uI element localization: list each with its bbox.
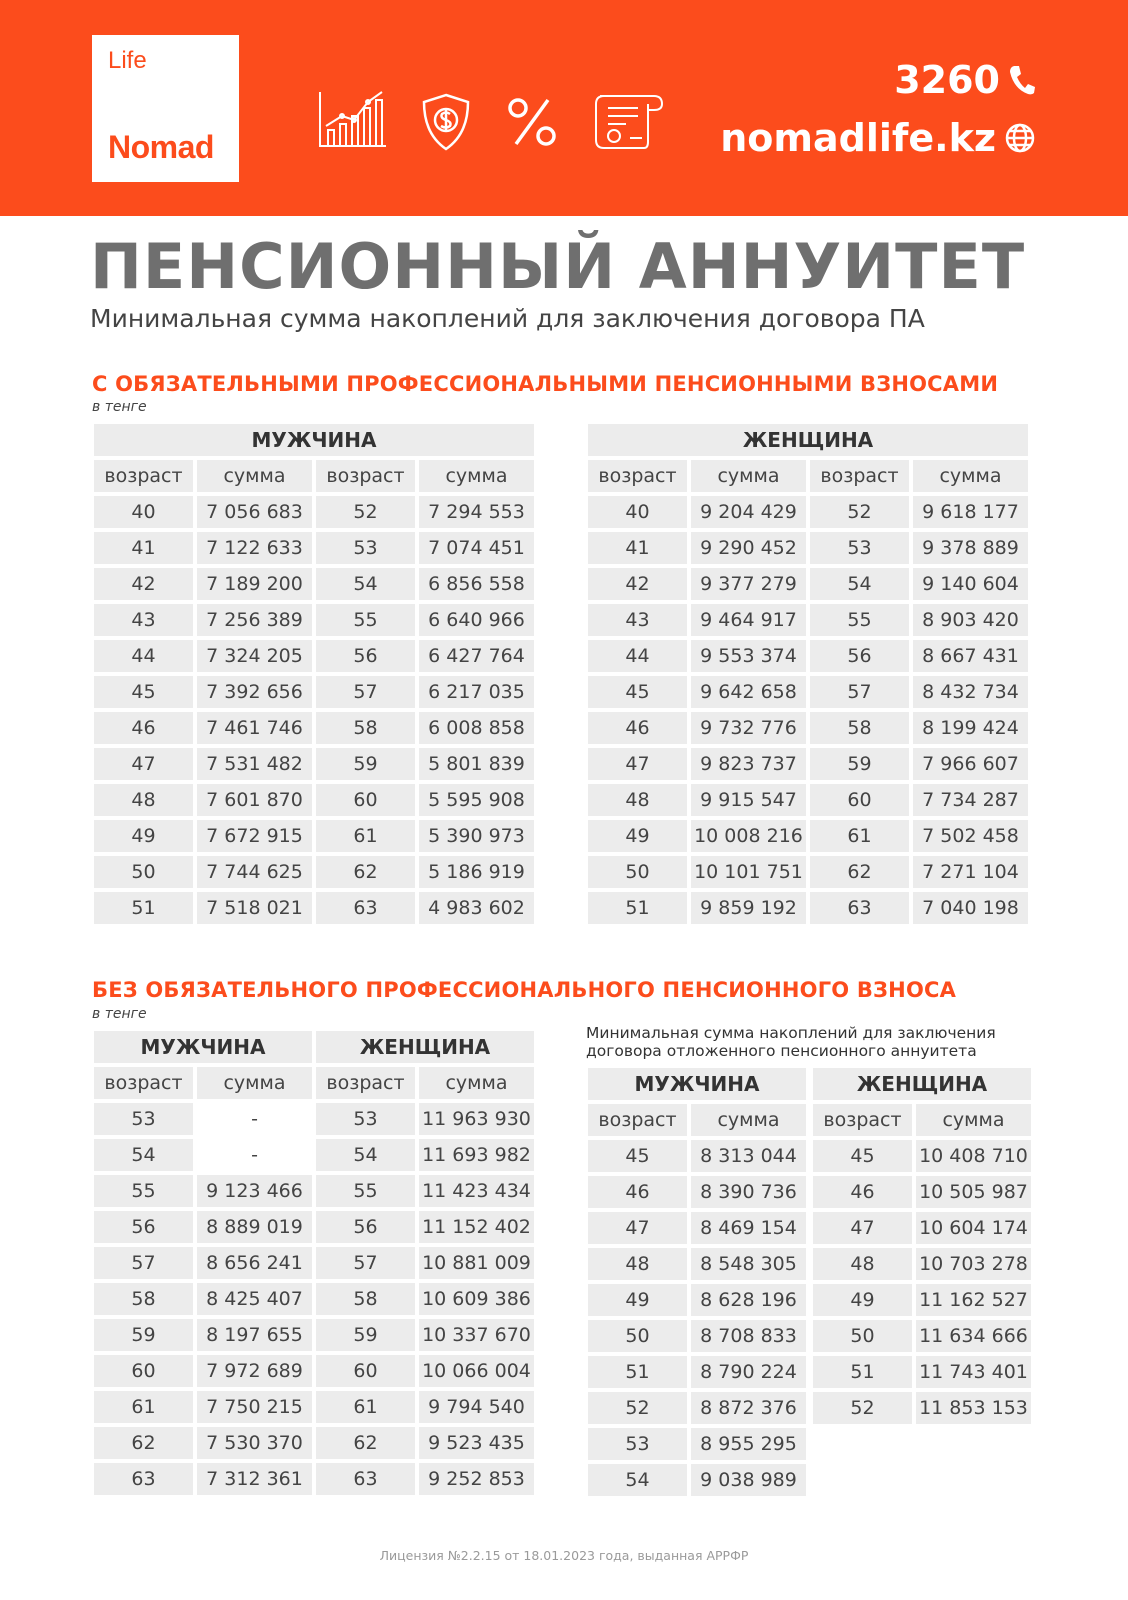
- age-cell: 59: [316, 748, 415, 780]
- age-cell: 63: [94, 1463, 193, 1495]
- sum-cell: 8 872 376: [691, 1392, 806, 1424]
- age-cell: 61: [94, 1391, 193, 1423]
- age-cell: 52: [810, 496, 909, 528]
- sum-cell: 11 634 666: [916, 1320, 1031, 1352]
- column-header: сумма: [197, 460, 312, 492]
- age-cell: 57: [316, 676, 415, 708]
- age-cell: 43: [94, 604, 193, 636]
- sum-cell: 4 983 602: [419, 892, 534, 924]
- age-cell: 50: [588, 1320, 687, 1352]
- sum-cell: -: [197, 1103, 312, 1135]
- deferred-men-table: [588, 1068, 806, 1496]
- contract-scroll-icon: [590, 90, 666, 152]
- age-cell: 63: [810, 892, 909, 924]
- age-cell: 47: [588, 748, 687, 780]
- sum-cell: 9 378 889: [913, 532, 1028, 564]
- section2-unit: в тенге: [92, 1006, 147, 1022]
- sum-cell: 9 252 853: [419, 1463, 534, 1495]
- chart-growth-icon: [316, 86, 388, 150]
- sum-cell: 7 392 656: [197, 676, 312, 708]
- sum-cell: 10 008 216: [691, 820, 806, 852]
- sum-cell: 11 152 402: [419, 1211, 534, 1243]
- age-cell: 48: [94, 784, 193, 816]
- column-header: сумма: [419, 1067, 534, 1099]
- phone-icon: [1008, 64, 1036, 96]
- age-cell: 53: [94, 1103, 193, 1135]
- age-cell: 58: [316, 712, 415, 744]
- sum-cell: 11 693 982: [419, 1139, 534, 1171]
- sum-cell: 6 217 035: [419, 676, 534, 708]
- sum-cell: 8 197 655: [197, 1319, 312, 1351]
- age-cell: 46: [94, 712, 193, 744]
- age-cell: 52: [588, 1392, 687, 1424]
- sum-cell: 8 313 044: [691, 1140, 806, 1172]
- sum-cell: 6 856 558: [419, 568, 534, 600]
- website-url: nomadlife.kz: [720, 116, 996, 160]
- sum-cell: 9 204 429: [691, 496, 806, 528]
- age-cell: 43: [588, 604, 687, 636]
- age-cell: 54: [588, 1464, 687, 1496]
- sum-cell: 10 609 386: [419, 1283, 534, 1315]
- age-cell: 55: [316, 604, 415, 636]
- page-title: ПЕНСИОННЫЙ АННУИТЕТ: [90, 230, 1026, 303]
- column-header: сумма: [691, 460, 806, 492]
- sum-cell: 9 618 177: [913, 496, 1028, 528]
- age-cell: 52: [813, 1392, 912, 1424]
- section1-women-table: [588, 424, 1028, 924]
- age-cell: 57: [316, 1247, 415, 1279]
- sum-cell: 7 518 021: [197, 892, 312, 924]
- globe-icon: [1004, 122, 1036, 154]
- age-cell: 55: [94, 1175, 193, 1207]
- percent-icon: [506, 96, 558, 148]
- age-cell: 60: [810, 784, 909, 816]
- age-cell: 56: [810, 640, 909, 672]
- sum-cell: 8 469 154: [691, 1212, 806, 1244]
- sum-cell: 7 324 205: [197, 640, 312, 672]
- age-cell: 54: [810, 568, 909, 600]
- logo-nomad-text: Nomad: [108, 129, 214, 165]
- sum-cell: 6 008 858: [419, 712, 534, 744]
- column-header: возраст: [316, 460, 415, 492]
- age-cell: 50: [813, 1320, 912, 1352]
- sum-cell: 10 881 009: [419, 1247, 534, 1279]
- sum-cell: 8 432 734: [913, 676, 1028, 708]
- age-cell: 48: [813, 1248, 912, 1280]
- sum-cell: 10 408 710: [916, 1140, 1031, 1172]
- sum-cell: -: [197, 1139, 312, 1171]
- age-cell: 59: [94, 1319, 193, 1351]
- sum-cell: 5 595 908: [419, 784, 534, 816]
- age-cell: 53: [810, 532, 909, 564]
- sum-cell: 10 101 751: [691, 856, 806, 888]
- age-cell: 50: [94, 856, 193, 888]
- table-header: ЖЕНЩИНА: [588, 424, 1028, 456]
- column-header: сумма: [916, 1104, 1031, 1136]
- sum-cell: 11 743 401: [916, 1356, 1031, 1388]
- sum-cell: 7 312 361: [197, 1463, 312, 1495]
- sum-cell: 8 199 424: [913, 712, 1028, 744]
- age-cell: 51: [588, 892, 687, 924]
- deferred-annuity-note: Минимальная сумма накоплений для заключения договора отложенного пенсионного аннуитета: [586, 1024, 996, 1060]
- age-cell: 50: [588, 856, 687, 888]
- age-cell: 49: [94, 820, 193, 852]
- column-header: сумма: [419, 460, 534, 492]
- page-subtitle: Минимальная сумма накоплений для заключения договора ПА: [90, 304, 925, 333]
- sum-cell: 9 553 374: [691, 640, 806, 672]
- sum-cell: 11 162 527: [916, 1284, 1031, 1316]
- age-cell: 47: [813, 1212, 912, 1244]
- sum-cell: 8 790 224: [691, 1356, 806, 1388]
- section1-unit: в тенге: [92, 399, 147, 415]
- sum-cell: 8 548 305: [691, 1248, 806, 1280]
- age-cell: 59: [810, 748, 909, 780]
- column-header: возраст: [316, 1067, 415, 1099]
- sum-cell: 7 744 625: [197, 856, 312, 888]
- age-cell: 63: [316, 892, 415, 924]
- age-cell: 48: [588, 784, 687, 816]
- sum-cell: 9 859 192: [691, 892, 806, 924]
- age-cell: 41: [94, 532, 193, 564]
- column-header: возраст: [94, 1067, 193, 1099]
- sum-cell: 8 667 431: [913, 640, 1028, 672]
- age-cell: 56: [316, 640, 415, 672]
- age-cell: 54: [316, 568, 415, 600]
- age-cell: 45: [588, 676, 687, 708]
- age-cell: 56: [94, 1211, 193, 1243]
- age-cell: 46: [588, 1176, 687, 1208]
- sum-cell: 7 294 553: [419, 496, 534, 528]
- sum-cell: 7 966 607: [913, 748, 1028, 780]
- sum-cell: 10 604 174: [916, 1212, 1031, 1244]
- table-header: МУЖЧИНА: [94, 424, 534, 456]
- sum-cell: 7 189 200: [197, 568, 312, 600]
- section2-table: [94, 1031, 534, 1495]
- age-cell: 58: [94, 1283, 193, 1315]
- deferred-women-table: [813, 1068, 1031, 1424]
- age-cell: 58: [810, 712, 909, 744]
- sum-cell: 7 256 389: [197, 604, 312, 636]
- age-cell: 56: [316, 1211, 415, 1243]
- sum-cell: 8 390 736: [691, 1176, 806, 1208]
- sum-cell: 9 038 989: [691, 1464, 806, 1496]
- section2-title: БЕЗ ОБЯЗАТЕЛЬНОГО ПРОФЕССИОНАЛЬНОГО ПЕНСИОННОГО ВЗНОСА: [92, 978, 957, 1002]
- table-header-men: МУЖЧИНА: [94, 1031, 312, 1063]
- age-cell: 62: [94, 1427, 193, 1459]
- age-cell: 59: [316, 1319, 415, 1351]
- section1-men-table: [94, 424, 534, 924]
- age-cell: 61: [810, 820, 909, 852]
- age-cell: 47: [94, 748, 193, 780]
- sum-cell: 7 502 458: [913, 820, 1028, 852]
- sum-cell: 7 530 370: [197, 1427, 312, 1459]
- age-cell: 47: [588, 1212, 687, 1244]
- age-cell: 45: [94, 676, 193, 708]
- column-header: сумма: [691, 1104, 806, 1136]
- header-banner: [0, 0, 1128, 216]
- age-cell: 40: [588, 496, 687, 528]
- column-header: сумма: [913, 460, 1028, 492]
- sum-cell: 7 531 482: [197, 748, 312, 780]
- sum-cell: 9 732 776: [691, 712, 806, 744]
- age-cell: 52: [316, 496, 415, 528]
- sum-cell: 7 040 198: [913, 892, 1028, 924]
- sum-cell: 7 734 287: [913, 784, 1028, 816]
- age-cell: 44: [588, 640, 687, 672]
- age-cell: 60: [316, 784, 415, 816]
- table-header-women: ЖЕНЩИНА: [316, 1031, 534, 1063]
- sum-cell: 8 656 241: [197, 1247, 312, 1279]
- age-cell: 51: [94, 892, 193, 924]
- sum-cell: 7 271 104: [913, 856, 1028, 888]
- age-cell: 51: [813, 1356, 912, 1388]
- sum-cell: 9 464 917: [691, 604, 806, 636]
- age-cell: 61: [316, 1391, 415, 1423]
- license-footer: Лицензия №2.2.15 от 18.01.2023 года, выданная АРРФР: [379, 1548, 749, 1563]
- age-cell: 62: [316, 856, 415, 888]
- age-cell: 41: [588, 532, 687, 564]
- nomad-life-logo[interactable]: [92, 35, 239, 182]
- column-header: возраст: [588, 1104, 687, 1136]
- sum-cell: 10 703 278: [916, 1248, 1031, 1280]
- age-cell: 61: [316, 820, 415, 852]
- age-cell: 60: [316, 1355, 415, 1387]
- age-cell: 54: [316, 1139, 415, 1171]
- sum-cell: 7 672 915: [197, 820, 312, 852]
- sum-cell: 8 955 295: [691, 1428, 806, 1460]
- age-cell: 53: [588, 1428, 687, 1460]
- sum-cell: 9 140 604: [913, 568, 1028, 600]
- age-cell: 58: [316, 1283, 415, 1315]
- sum-cell: 7 972 689: [197, 1355, 312, 1387]
- column-header: возраст: [813, 1104, 912, 1136]
- age-cell: 40: [94, 496, 193, 528]
- section1-title: С ОБЯЗАТЕЛЬНЫМИ ПРОФЕССИОНАЛЬНЫМИ ПЕНСИОННЫМИ ВЗНОСАМИ: [92, 372, 999, 396]
- age-cell: 51: [588, 1356, 687, 1388]
- table-header-women: ЖЕНЩИНА: [813, 1068, 1031, 1100]
- age-cell: 62: [810, 856, 909, 888]
- age-cell: 60: [94, 1355, 193, 1387]
- column-header: возраст: [588, 460, 687, 492]
- sum-cell: 9 123 466: [197, 1175, 312, 1207]
- age-cell: 53: [316, 1103, 415, 1135]
- age-cell: 48: [588, 1248, 687, 1280]
- sum-cell: 7 601 870: [197, 784, 312, 816]
- age-cell: 55: [810, 604, 909, 636]
- age-cell: 46: [588, 712, 687, 744]
- age-cell: 49: [813, 1284, 912, 1316]
- age-cell: 63: [316, 1463, 415, 1495]
- sum-cell: 11 853 153: [916, 1392, 1031, 1424]
- age-cell: 57: [94, 1247, 193, 1279]
- phone-number: 3260: [894, 58, 1000, 102]
- sum-cell: 9 642 658: [691, 676, 806, 708]
- age-cell: 42: [94, 568, 193, 600]
- column-header: сумма: [197, 1067, 312, 1099]
- age-cell: 53: [316, 532, 415, 564]
- age-cell: 49: [588, 820, 687, 852]
- age-cell: 54: [94, 1139, 193, 1171]
- sum-cell: 6 427 764: [419, 640, 534, 672]
- sum-cell: 6 640 966: [419, 604, 534, 636]
- shield-dollar-icon: [420, 92, 472, 152]
- sum-cell: 9 377 279: [691, 568, 806, 600]
- sum-cell: 11 963 930: [419, 1103, 534, 1135]
- age-cell: 46: [813, 1176, 912, 1208]
- sum-cell: 9 823 737: [691, 748, 806, 780]
- sum-cell: 7 056 683: [197, 496, 312, 528]
- sum-cell: 7 461 746: [197, 712, 312, 744]
- sum-cell: 10 337 670: [419, 1319, 534, 1351]
- sum-cell: 9 290 452: [691, 532, 806, 564]
- sum-cell: 8 903 420: [913, 604, 1028, 636]
- column-header: возраст: [94, 460, 193, 492]
- age-cell: 55: [316, 1175, 415, 1207]
- age-cell: 45: [813, 1140, 912, 1172]
- sum-cell: 7 074 451: [419, 532, 534, 564]
- sum-cell: 10 505 987: [916, 1176, 1031, 1208]
- age-cell: 62: [316, 1427, 415, 1459]
- age-cell: 57: [810, 676, 909, 708]
- phone-contact[interactable]: [894, 58, 1036, 102]
- age-cell: 49: [588, 1284, 687, 1316]
- logo-life-text: Life: [108, 47, 147, 74]
- sum-cell: 7 122 633: [197, 532, 312, 564]
- sum-cell: 7 750 215: [197, 1391, 312, 1423]
- sum-cell: 8 708 833: [691, 1320, 806, 1352]
- sum-cell: 8 425 407: [197, 1283, 312, 1315]
- table-header-men: МУЖЧИНА: [588, 1068, 806, 1100]
- column-header: возраст: [810, 460, 909, 492]
- sum-cell: 9 915 547: [691, 784, 806, 816]
- sum-cell: 10 066 004: [419, 1355, 534, 1387]
- sum-cell: 9 794 540: [419, 1391, 534, 1423]
- sum-cell: 8 628 196: [691, 1284, 806, 1316]
- age-cell: 44: [94, 640, 193, 672]
- sum-cell: 11 423 434: [419, 1175, 534, 1207]
- sum-cell: 5 390 973: [419, 820, 534, 852]
- age-cell: 42: [588, 568, 687, 600]
- age-cell: 45: [588, 1140, 687, 1172]
- sum-cell: 8 889 019: [197, 1211, 312, 1243]
- sum-cell: 9 523 435: [419, 1427, 534, 1459]
- sum-cell: 5 186 919: [419, 856, 534, 888]
- sum-cell: 5 801 839: [419, 748, 534, 780]
- website-contact[interactable]: [720, 116, 1036, 160]
